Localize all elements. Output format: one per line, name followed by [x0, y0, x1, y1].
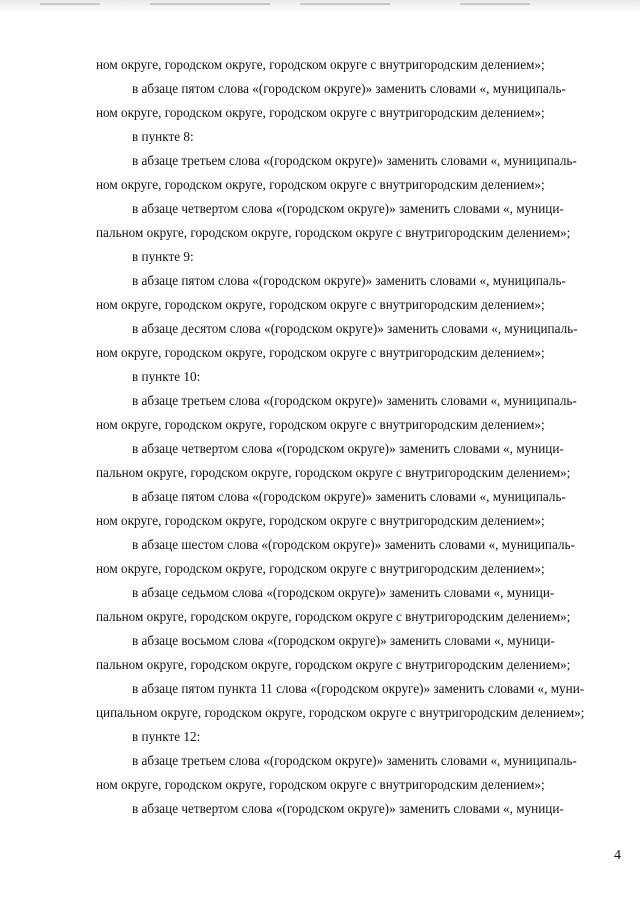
text-line: ном округе, городском округе, городском округе с внутригородским делением»;	[96, 345, 545, 360]
text-line: ном округе, городском округе, городском округе с внутригородским делением»;	[96, 105, 545, 120]
text-line: в пункте 9:	[132, 249, 194, 264]
scan-artifact	[460, 3, 530, 5]
text-line: в пункте 12:	[132, 729, 201, 744]
text-line: ном округе, городском округе, городском округе с внутригородским делением»;	[96, 777, 545, 792]
text-line: ном округе, городском округе, городском округе с внутригородским делением»;	[96, 561, 545, 576]
text-line: ном округе, городском округе, городском округе с внутригородским делением»;	[96, 297, 545, 312]
text-line: в абзаце шестом слова «(городском округе)» заменить словами «, муниципаль-	[132, 537, 575, 552]
text-line: в пункте 8:	[132, 129, 194, 144]
scan-artifact	[40, 3, 100, 5]
text-line: в абзаце восьмом слова «(городском округе)» заменить словами «, муници-	[132, 633, 555, 648]
text-line: в абзаце четвертом слова «(городском округе)» заменить словами «, муници-	[132, 441, 564, 456]
text-line: в пункте 10:	[132, 369, 201, 384]
text-line: в абзаце пятом слова «(городском округе)» заменить словами «, муниципаль-	[132, 273, 566, 288]
text-line: пальном округе, городском округе, городском округе с внутригородским делением»;	[96, 225, 571, 240]
text-line: в абзаце седьмом слова «(городском округе)» заменить словами «, муници-	[132, 585, 555, 600]
page-number: 4	[614, 848, 621, 863]
text-line: в абзаце третьем слова «(городском округе)» заменить словами «, муниципаль-	[132, 153, 577, 168]
text-line: в абзаце пятом пункта 11 слова «(городском округе)» заменить словами «, муни-	[132, 681, 585, 696]
text-line: в абзаце третьем слова «(городском округе)» заменить словами «, муниципаль-	[132, 753, 577, 768]
text-line: пальном округе, городском округе, городском округе с внутригородским делением»;	[96, 465, 571, 480]
text-line: в абзаце третьем слова «(городском округе)» заменить словами «, муниципаль-	[132, 393, 577, 408]
text-line: пальном округе, городском округе, городском округе с внутригородским делением»;	[96, 657, 571, 672]
scan-artifact	[150, 3, 270, 5]
text-line: ципальном округе, городском округе, городском округе с внутригородским делением»;	[96, 705, 585, 720]
text-line: в абзаце четвертом слова «(городском округе)» заменить словами «, муници-	[132, 801, 564, 816]
text-line: ном округе, городском округе, городском округе с внутригородским делением»;	[96, 513, 545, 528]
text-line: пальном округе, городском округе, городском округе с внутригородским делением»;	[96, 609, 571, 624]
text-line: ном округе, городском округе, городском округе с внутригородским делением»;	[96, 177, 545, 192]
text-line: в абзаце пятом слова «(городском округе)» заменить словами «, муниципаль-	[132, 81, 566, 96]
text-line: ном округе, городском округе, городском округе с внутригородским делением»;	[96, 57, 545, 72]
text-line: в абзаце десятом слова «(городском округе)» заменить словами «, муниципаль-	[132, 321, 578, 336]
text-line: ном округе, городском округе, городском округе с внутригородским делением»;	[96, 417, 545, 432]
scan-shadow	[0, 0, 640, 12]
scan-artifact	[300, 3, 390, 5]
text-line: в абзаце пятом слова «(городском округе)» заменить словами «, муниципаль-	[132, 489, 566, 504]
text-line: в абзаце четвертом слова «(городском округе)» заменить словами «, муници-	[132, 201, 564, 216]
